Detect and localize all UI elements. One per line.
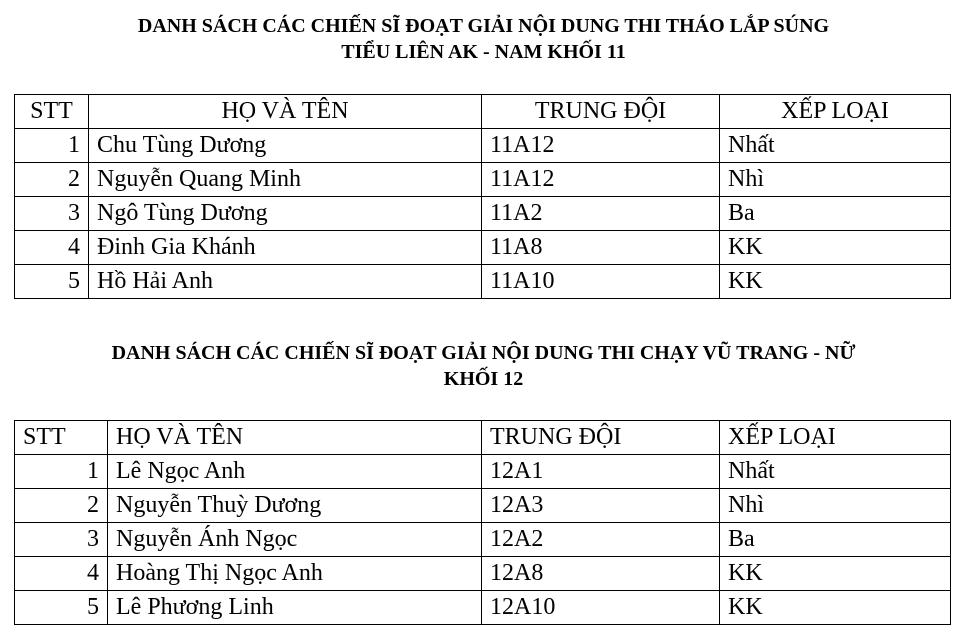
header-rank: XẾP LOẠI (720, 95, 951, 129)
section2-table (14, 420, 951, 625)
table-row (15, 163, 951, 197)
cell-unit: 11A10 (482, 265, 720, 299)
section1-title-line2: TIỂU LIÊN AK - NAM KHỐI 11 (341, 41, 626, 63)
table-row (15, 557, 951, 591)
header-stt: STT (15, 421, 108, 455)
section1-title-line1: DANH SÁCH CÁC CHIẾN SĨ ĐOẠT GIẢI NỘI DUNG THI THÁO LẮP SÚNG (137, 15, 830, 37)
cell-name: Ngô Tùng Dương (89, 197, 482, 231)
cell-unit: 12A3 (482, 489, 720, 523)
cell-unit: 11A12 (482, 129, 720, 163)
section1-title (0, 13, 967, 65)
table-row (15, 455, 951, 489)
cell-rank: KK (720, 231, 951, 265)
header-rank: XẾP LOẠI (720, 421, 951, 455)
cell-unit: 11A8 (482, 231, 720, 265)
section1-table (14, 94, 951, 299)
cell-stt: 3 (15, 197, 89, 231)
cell-stt: 3 (15, 523, 108, 557)
cell-name: Nguyễn Quang Minh (89, 163, 482, 197)
table-row (15, 523, 951, 557)
cell-rank: Nhì (720, 489, 951, 523)
cell-stt: 4 (15, 231, 89, 265)
header-unit: TRUNG ĐỘI (482, 95, 720, 129)
table-header-row (15, 421, 951, 455)
cell-name: Chu Tùng Dương (89, 129, 482, 163)
cell-name: Nguyễn Thuỳ Dương (108, 489, 482, 523)
cell-stt: 5 (15, 591, 108, 625)
cell-stt: 2 (15, 163, 89, 197)
cell-stt: 4 (15, 557, 108, 591)
table-row (15, 129, 951, 163)
table-row (15, 197, 951, 231)
cell-name: Lê Ngọc Anh (108, 455, 482, 489)
header-stt: STT (15, 95, 89, 129)
section2-title (0, 340, 967, 392)
cell-rank: Nhì (720, 163, 951, 197)
section2-title-line2: KHỐI 12 (443, 368, 524, 390)
cell-name: Lê Phương Linh (108, 591, 482, 625)
header-unit: TRUNG ĐỘI (482, 421, 720, 455)
cell-rank: KK (720, 591, 951, 625)
cell-rank: Nhất (720, 455, 951, 489)
table-header-row (15, 95, 951, 129)
table-row (15, 591, 951, 625)
cell-name: Đinh Gia Khánh (89, 231, 482, 265)
cell-name: Hồ Hải Anh (89, 265, 482, 299)
cell-stt: 1 (15, 455, 108, 489)
cell-name: Hoàng Thị Ngọc Anh (108, 557, 482, 591)
cell-name: Nguyễn Ánh Ngọc (108, 523, 482, 557)
cell-unit: 12A8 (482, 557, 720, 591)
header-name: HỌ VÀ TÊN (108, 421, 482, 455)
table-row (15, 231, 951, 265)
cell-unit: 11A2 (482, 197, 720, 231)
section2-title-line1: DANH SÁCH CÁC CHIẾN SĨ ĐOẠT GIẢI NỘI DUNG THI CHẠY VŨ TRANG - NỮ (111, 342, 856, 364)
table-row (15, 489, 951, 523)
cell-rank: KK (720, 265, 951, 299)
cell-unit: 12A10 (482, 591, 720, 625)
cell-rank: KK (720, 557, 951, 591)
cell-rank: Ba (720, 523, 951, 557)
table-row (15, 265, 951, 299)
cell-unit: 12A2 (482, 523, 720, 557)
cell-rank: Nhất (720, 129, 951, 163)
cell-stt: 1 (15, 129, 89, 163)
header-name: HỌ VÀ TÊN (89, 95, 482, 129)
cell-rank: Ba (720, 197, 951, 231)
cell-stt: 2 (15, 489, 108, 523)
cell-unit: 12A1 (482, 455, 720, 489)
cell-unit: 11A12 (482, 163, 720, 197)
cell-stt: 5 (15, 265, 89, 299)
